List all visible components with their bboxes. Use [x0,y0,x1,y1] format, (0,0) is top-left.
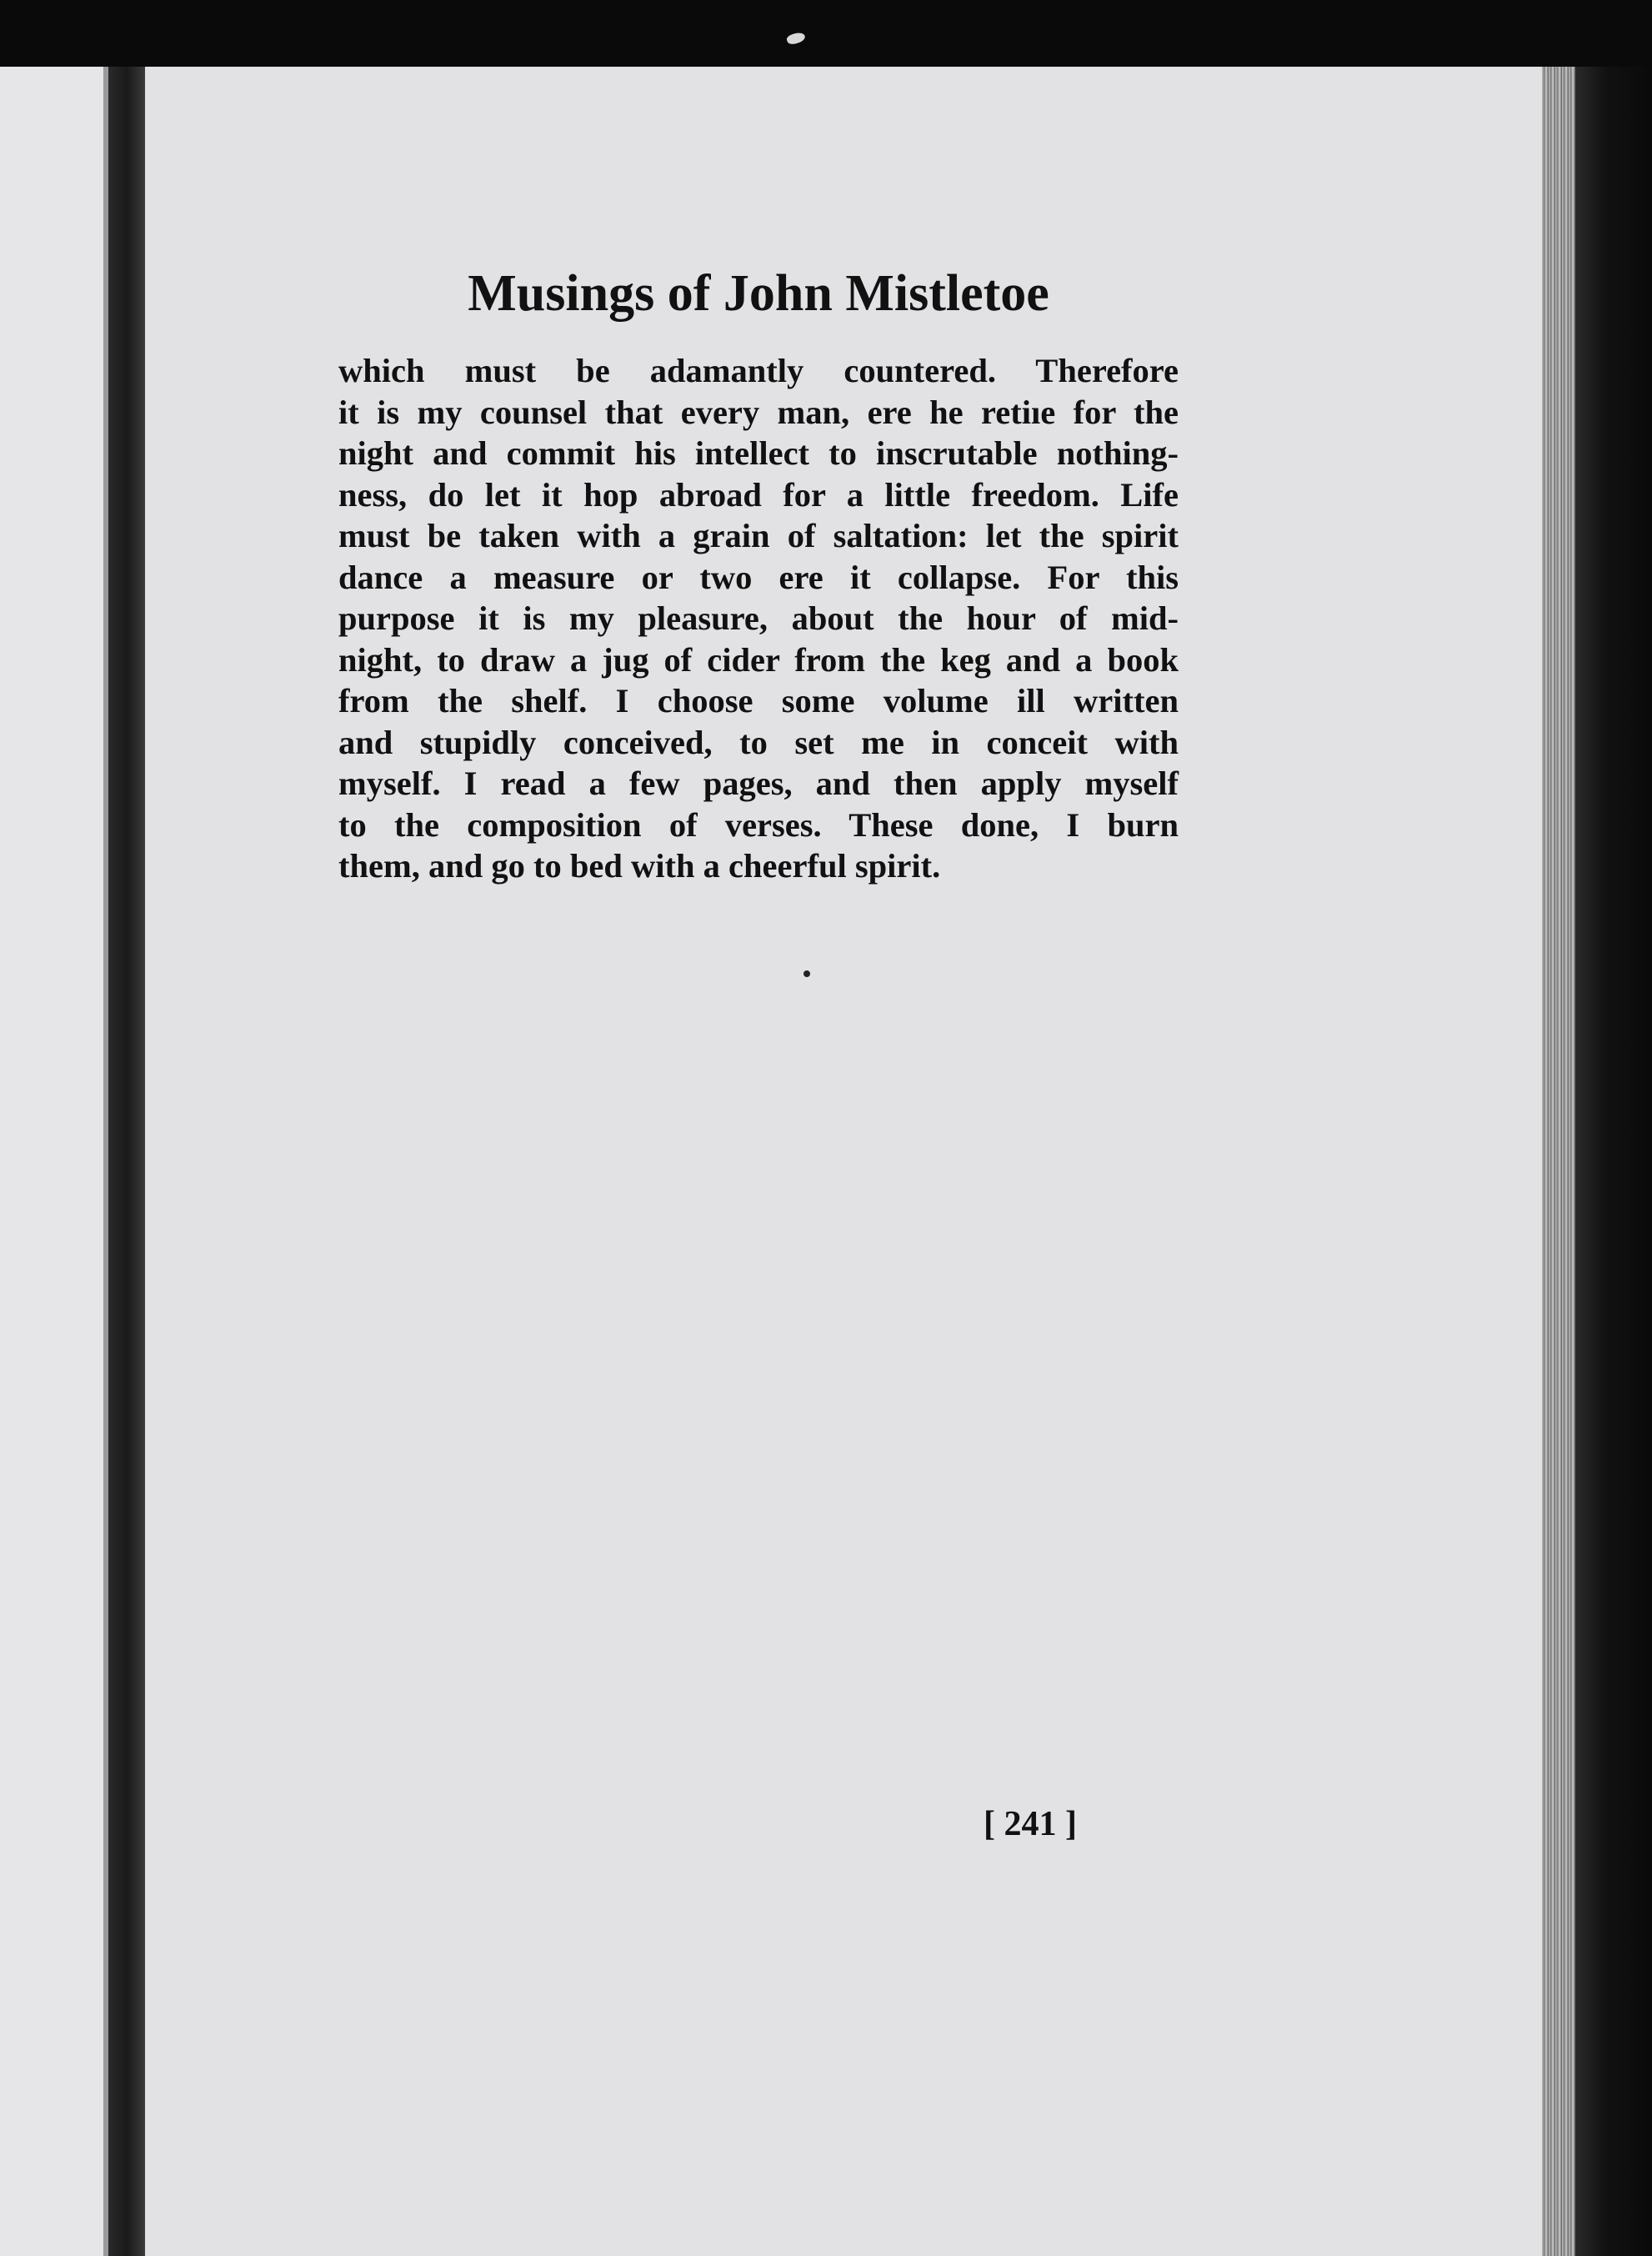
scanner-right-border [1575,67,1652,2256]
page-number: [ 241 ] [984,1805,1077,1843]
body-line: night and commit his intellect to inscrutable nothing- [338,434,1179,472]
left-page-fragment [0,67,103,2256]
body-line: from the shelf. I choose some volume ill written [338,682,1179,719]
scanner-top-border [0,0,1652,67]
body-line: must be taken with a grain of saltation: let the spirit [338,517,1179,554]
body-line: purpose it is my pleasure, about the hour of mid- [338,599,1179,637]
body-line: and stupidly conceived, to set me in conceit with [338,723,1179,761]
body-line: dance a measure or two ere it collapse. For this [338,558,1179,596]
book-gutter [108,67,145,2256]
body-line: to the composition of verses. These done, I burn [338,805,1179,844]
body-line: night, to draw a jug of cider from the keg and a book [338,640,1179,679]
body-line: which must be adamantly countered. Therefore [338,352,1179,389]
ink-dot [803,970,810,977]
body-line: myself. I read a few pages, and then apply myself [338,765,1179,802]
body-line-final: them, and go to bed with a cheerful spirit. [338,847,941,885]
page-stack-edge [1542,67,1575,2256]
running-head: Musings of John Mistletoe [468,265,1049,322]
body-line: it is my counsel that every man, ere he retiıe for the [338,393,1179,431]
body-paragraph [338,350,1179,887]
body-line: ness, do let it hop abroad for a little freedom. Life [338,475,1179,514]
